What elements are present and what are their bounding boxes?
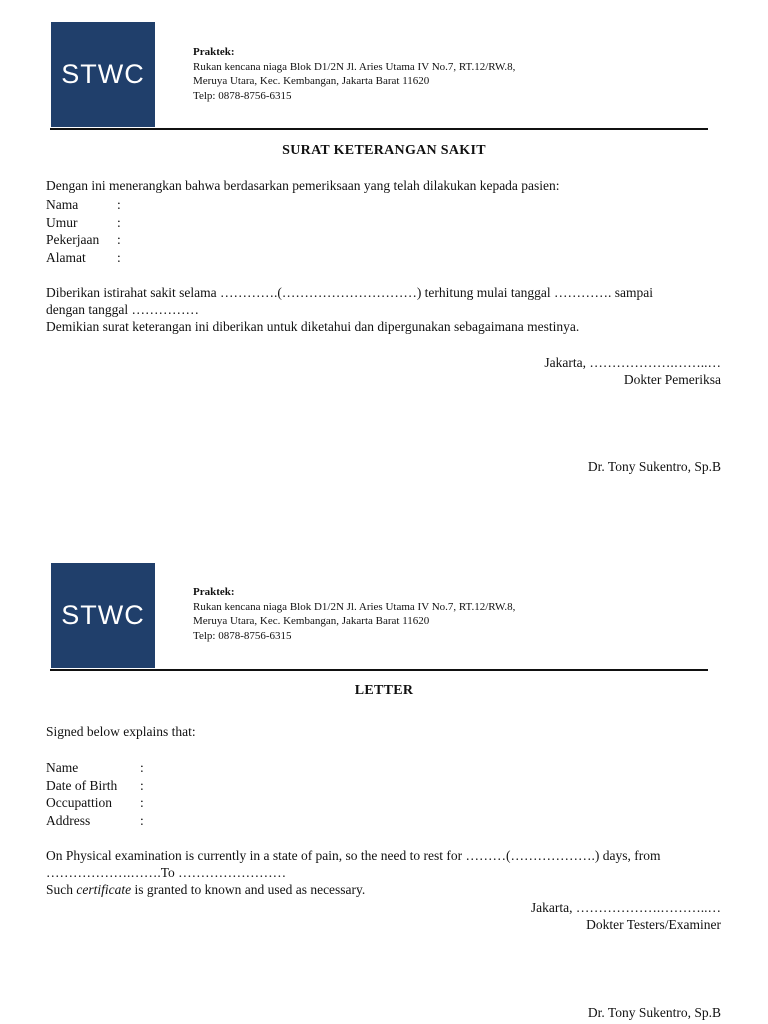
field-label: Nama <box>46 197 79 212</box>
address-line-2: Meruya Utara, Kec. Kembangan, Jakarta Barat 11620 <box>193 615 430 627</box>
praktek-label: Praktek: <box>193 586 235 598</box>
field-label: Alamat <box>46 250 86 266</box>
field-colon: : <box>140 777 144 793</box>
logo-text: STWC <box>61 59 145 89</box>
stwc-logo <box>51 563 155 668</box>
field-colon: : <box>117 214 121 230</box>
field-label: Umur <box>46 214 78 230</box>
letter-title: SURAT KETERANGAN SAKIT <box>282 143 486 158</box>
letter-title: LETTER <box>354 683 414 698</box>
field-row <box>46 249 121 267</box>
field-label: Occupattion <box>46 795 112 811</box>
logo-text: STWC <box>61 600 145 630</box>
place-date: Jakarta, ……………….………..… <box>530 900 721 915</box>
address-line-1: Rukan kencana niaga Blok D1/2N Jl. Aries Utama IV No.7, RT.12/RW.8, <box>193 600 516 613</box>
field-row <box>46 214 121 232</box>
header-divider <box>50 669 708 671</box>
field-label: Pekerjaan <box>46 232 100 248</box>
closing-prefix: Such <box>46 882 77 897</box>
signer-name: Dr. Tony Sukentro, Sp.B <box>587 1005 721 1020</box>
field-colon: : <box>117 197 121 212</box>
closing-statement <box>46 882 365 898</box>
praktek-label: Praktek: <box>193 46 235 58</box>
closing-statement: Demikian surat keterangan ini diberikan untuk diketahui dan dipergunakan sebagaimana mestinya. <box>46 319 580 334</box>
stwc-logo <box>51 22 155 127</box>
intro-text: Dengan ini menerangkan bahwa berdasarkan pemeriksaan yang telah dilakukan kepada pasien: <box>46 178 560 193</box>
field-row <box>46 231 121 249</box>
address-line-1: Rukan kencana niaga Blok D1/2N Jl. Aries Utama IV No.7, RT.12/RW.8, <box>193 60 516 73</box>
rest-period-line-2: dengan tanggal …………… <box>46 302 199 317</box>
patient-fields <box>46 196 121 267</box>
closing-suffix: is granted to known and used as necessary. <box>131 882 366 897</box>
practice-address <box>193 45 515 103</box>
phone-line: Telp: 0878-8756-6315 <box>193 89 292 102</box>
rest-period-line-2: ……………….…….To …………………… <box>46 865 287 880</box>
field-row <box>46 794 144 812</box>
field-colon: : <box>140 813 144 829</box>
field-row <box>46 777 144 795</box>
address-line-2: Meruya Utara, Kec. Kembangan, Jakarta Barat 11620 <box>193 75 430 87</box>
phone-line: Telp: 0878-8756-6315 <box>193 629 292 642</box>
field-label: Name <box>46 760 79 775</box>
intro-text: Signed below explains that: <box>46 724 196 739</box>
signer-role: Dokter Testers/Examiner <box>586 917 721 932</box>
field-colon: : <box>117 232 121 248</box>
signer-name: Dr. Tony Sukentro, Sp.B <box>587 459 721 474</box>
rest-period-line-1: On Physical examination is currently in a state of pain, so the need to rest for ………(……………….) days, from <box>46 848 661 863</box>
header-divider <box>50 128 708 130</box>
field-colon: : <box>117 250 121 266</box>
field-colon: : <box>140 760 144 775</box>
field-row <box>46 196 121 214</box>
signer-role: Dokter Pemeriksa <box>623 372 721 387</box>
closing-italic: certificate <box>76 882 132 897</box>
place-date: Jakarta, ……………….……..… <box>544 355 721 370</box>
field-row <box>46 759 144 777</box>
field-label: Date of Birth <box>46 777 118 793</box>
field-label: Address <box>46 813 91 829</box>
field-row <box>46 812 144 830</box>
practice-address <box>193 585 515 643</box>
rest-period-line-1: Diberikan istirahat sakit selama ………….(…………………………) terhitung mulai tanggal …………. sampai <box>46 285 654 300</box>
field-colon: : <box>140 795 144 811</box>
patient-fields <box>46 759 144 830</box>
